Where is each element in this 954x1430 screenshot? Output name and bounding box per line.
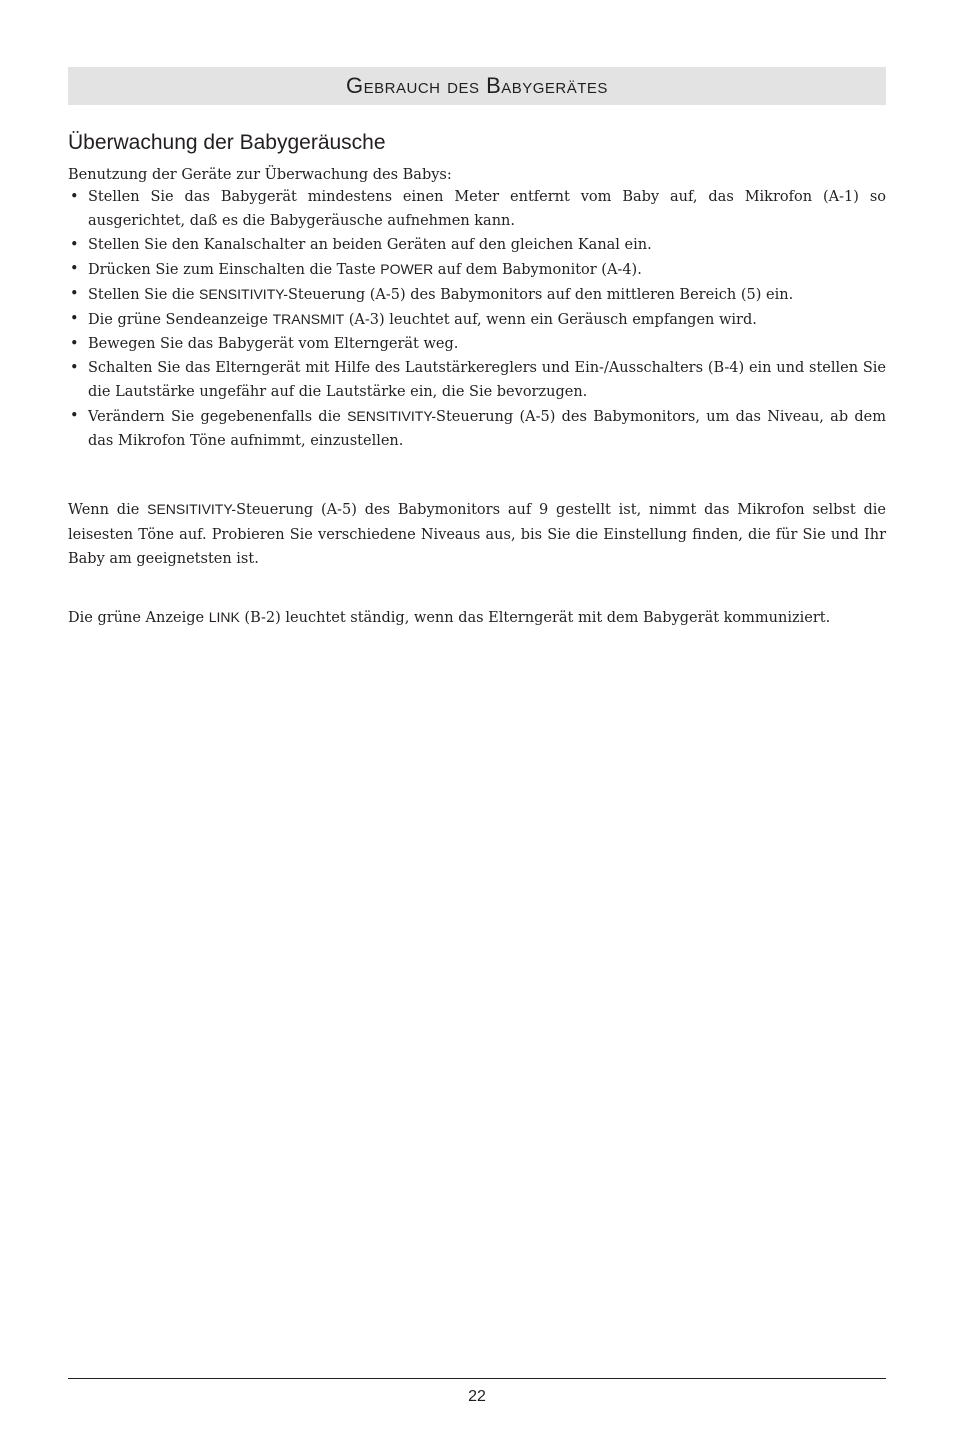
bullet-icon: • xyxy=(70,311,79,327)
bullet-icon: • xyxy=(70,336,79,352)
section-title: Gebrauch des Babygerätes xyxy=(346,73,608,98)
list-item-text: Steuerung (A-5) des Babymonitors, um das Niveau, ab dem das Mikrofon Töne aufnimmt, einzustellen. xyxy=(88,409,886,449)
list-item xyxy=(68,257,886,282)
keyword-transmit: TRANSMIT xyxy=(272,311,345,327)
sensitivity-paragraph xyxy=(68,497,886,572)
list-item-text: (A-3) leuchtet auf, wenn ein Geräusch empfangen wird. xyxy=(344,312,757,328)
list-item-text: Stellen Sie die xyxy=(88,287,200,303)
intro-text: Benutzung der Geräte zur Überwachung des Babys: xyxy=(68,167,452,183)
list-item xyxy=(68,282,886,307)
list-item-text: Die grüne Sendeanzeige xyxy=(88,312,273,328)
list-item-text: Verändern Sie gegebenenfalls die xyxy=(88,409,348,425)
list-item-text: Bewegen Sie das Babygerät vom Elterngerät weg. xyxy=(88,336,459,352)
keyword-sensitivity: SENSITIVITY- xyxy=(199,286,288,302)
list-item-text: auf dem Babymonitor (A-4). xyxy=(433,262,642,278)
list-item-text: Steuerung (A-5) des Babymonitors auf den mittleren Bereich (5) ein. xyxy=(287,287,794,303)
keyword-sensitivity: SENSITIVITY- xyxy=(347,408,437,424)
list-item xyxy=(68,332,886,356)
list-item-text: Schalten Sie das Elterngerät mit Hilfe des Lautstärkereglers und Ein-/Ausschalters (B-4) ein und stellen Sie die Lautstärke ungefähr auf die Lautstärke ein, die Sie bevorzugen. xyxy=(88,360,886,400)
list-item xyxy=(68,185,886,233)
instruction-list xyxy=(68,185,886,453)
list-item-text: Stellen Sie das Babygerät mindestens einen Meter entfernt vom Baby auf, das Mikrofon (A-1) so ausgerichtet, daß es die Babygeräusche aufnehmen kann. xyxy=(88,189,886,229)
bullet-icon: • xyxy=(70,237,79,253)
keyword-link: LINK xyxy=(208,609,240,625)
bullet-icon: • xyxy=(70,408,79,424)
paragraph-text: (B-2) leuchtet ständig, wenn das Elterngerät mit dem Babygerät kommuniziert. xyxy=(239,610,831,626)
list-item xyxy=(68,307,886,332)
manual-page xyxy=(68,0,886,1430)
paragraph-text: Wenn die xyxy=(68,502,148,518)
bullet-icon: • xyxy=(70,189,79,205)
page-number: 22 xyxy=(468,1388,486,1405)
list-item xyxy=(68,233,886,257)
link-paragraph xyxy=(68,605,886,630)
keyword-sensitivity: SENSITIVITY- xyxy=(147,501,237,517)
section-header-band xyxy=(68,67,886,105)
paragraph-text: Steuerung (A-5) des Babymonitors auf 9 gestellt ist, nimmt das Mikrofon selbst die leisesten Töne auf. Probieren Sie verschiedene Niveaus aus, bis Sie die Einstellung finden, die für Sie und Ihr Baby am geeignetsten ist. xyxy=(68,502,886,567)
keyword-power: POWER xyxy=(380,261,434,277)
footer-divider xyxy=(68,1378,886,1379)
list-item xyxy=(68,404,886,453)
subsection-heading: Überwachung der Babygeräusche xyxy=(68,131,386,154)
list-item-text: Stellen Sie den Kanalschalter an beiden Geräten auf den gleichen Kanal ein. xyxy=(88,237,652,253)
bullet-icon: • xyxy=(70,286,79,302)
bullet-icon: • xyxy=(70,261,79,277)
bullet-icon: • xyxy=(70,360,79,376)
paragraph-text: Die grüne Anzeige xyxy=(68,610,209,626)
list-item xyxy=(68,356,886,404)
list-item-text: Drücken Sie zum Einschalten die Taste xyxy=(88,262,381,278)
